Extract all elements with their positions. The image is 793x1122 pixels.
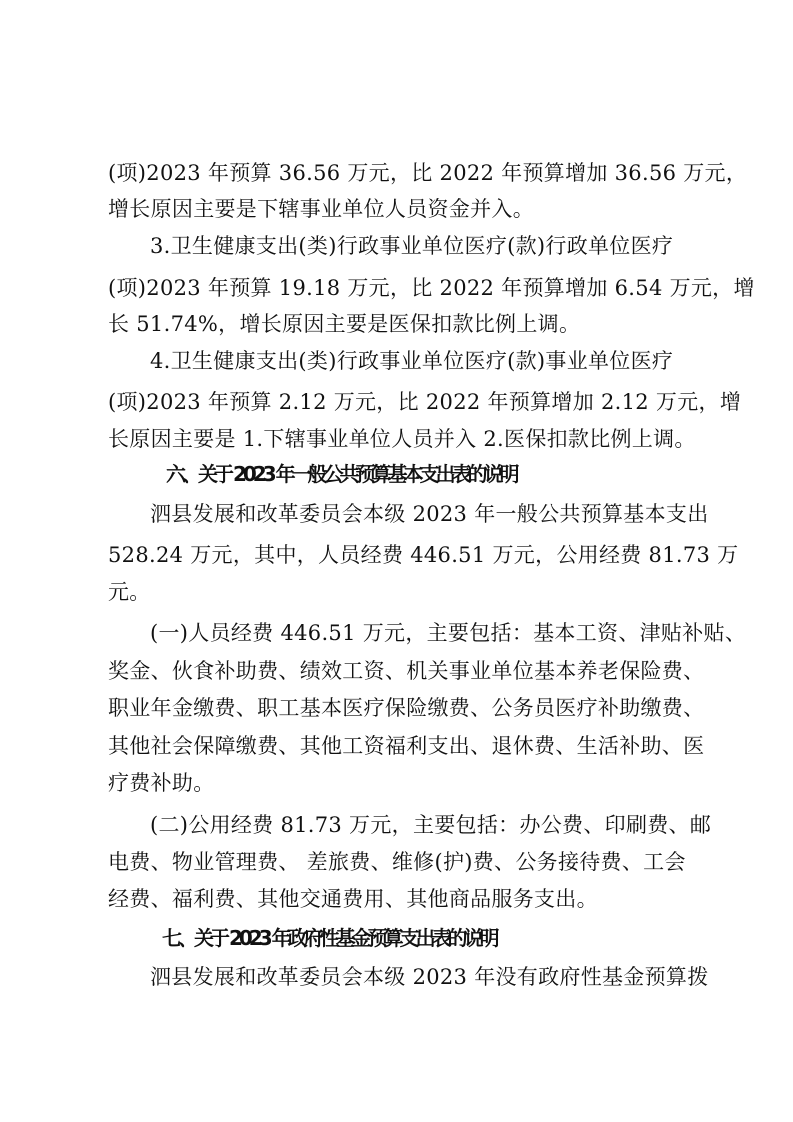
body-text-line: 泗县发展和改革委员会本级 2023 年一般公共预算基本支出 xyxy=(150,502,709,526)
body-text-line: 长 51.74%，增长原因主要是医保扣款比例上调。 xyxy=(108,312,581,336)
body-text-line: (项)2023 年预算 19.18 万元，比 2022 年预算增加 6.54 万元，增 xyxy=(108,276,755,300)
body-text-line: 3.卫生健康支出(类)行政事业单位医疗(款)行政单位医疗 xyxy=(150,234,674,258)
body-text-line: 奖金、伙食补助费、绩效工资、机关事业单位基本养老保险费、 xyxy=(108,659,705,683)
body-text-line: (一)人员经费 446.51 万元，主要包括：基本工资、津贴补贴、 xyxy=(150,621,747,645)
body-text-line: 疗费补助。 xyxy=(108,771,215,795)
body-text-line: 电费、物业管理费、 差旅费、维修(护)费、公务接待费、工会 xyxy=(108,850,686,874)
body-text-line: 职业年金缴费、职工基本医疗保险缴费、公务员医疗补助缴费、 xyxy=(108,696,705,720)
body-text-line: 528.24 万元，其中，人员经费 446.51 万元，公用经费 81.73 万 xyxy=(108,543,739,567)
body-text-line: 4.卫生健康支出(类)行政事业单位医疗(款)事业单位医疗 xyxy=(150,349,674,373)
section-heading: 六、关于 2023 年一般公共预算基本支出表的说明 xyxy=(166,462,516,486)
body-text-line: 其他社会保障缴费、其他工资福利支出、退休费、生活补助、医 xyxy=(108,734,705,758)
body-text-line: 泗县发展和改革委员会本级 2023 年没有政府性基金预算拨 xyxy=(150,965,709,989)
body-text-line: 长原因主要是 1.下辖事业单位人员并入 2.医保扣款比例上调。 xyxy=(108,427,696,451)
section-heading: 七、关于 2023 年政府性基金预算支出表的说明 xyxy=(162,926,496,950)
body-text-line: 增长原因主要是下辖事业单位人员资金并入。 xyxy=(108,197,534,221)
body-text-line: 经费、福利费、其他交通费用、其他商品服务支出。 xyxy=(108,887,598,911)
body-text-line: (项)2023 年预算 2.12 万元，比 2022 年预算增加 2.12 万元，增 xyxy=(108,390,742,414)
body-text-line: 元。 xyxy=(108,580,151,604)
body-text-line: (二)公用经费 81.73 万元，主要包括：办公费、印刷费、邮 xyxy=(150,813,712,837)
body-text-line: (项)2023 年预算 36.56 万元，比 2022 年预算增加 36.56 万元， xyxy=(108,161,748,185)
